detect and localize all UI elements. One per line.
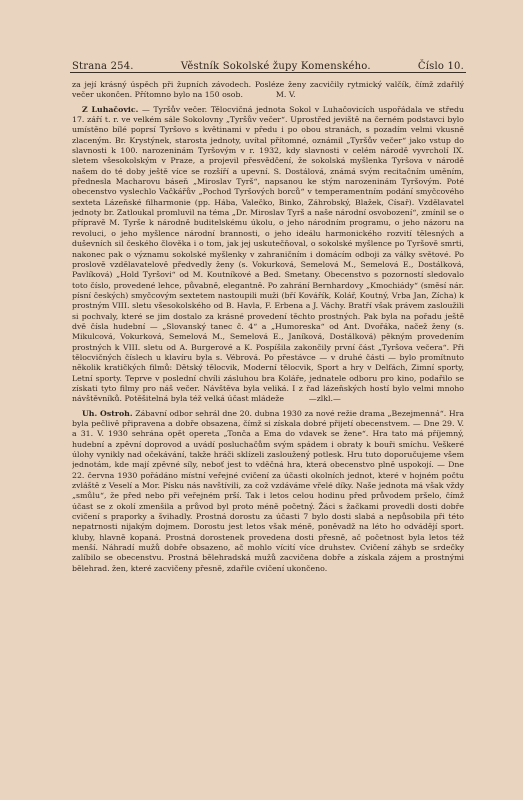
luhacovice-text: — Tyršův večer. Tělocvičná jednota Sokol v Luhačovicích uspořádala ve středu 17. září t. r. ve velkém sále Sokolovny „Tyršův večer“. Uprostřed jeviště na černém podstavci bylo umístěno bílé poprsí Tyršovo s květinami v předu i po obou stranách, s pozadím velmi vkusně zlaceným. Br. Krystýnek, starosta jednoty, uvítal přítomné, oznámil „Tyršův večer“ jako vstup do slavnosti k 100. narozeninám Tyršovým v r. 1932, kdy slavnosti v celém národě vyvrcholí IX. sletem všesokolským v Praze, a projevil přesvědčení, že sokolská myšlenka Tyršova v národě našem do té doby ještě více se rozšíří a upevní. S. Dostálová, známá svým recitačním uměním, přednesla Macharovu báseň „Miroslav Tyrš“, napsanou ke stým narozeninám Tyršovým. Poté obecenstvo vyslechlo Vačkářův „Pochod Tyršových borců“ v temperamentním podání smyčcového sexteta Lázeňské filharmonie (pp. Hába, Valečko, Binko, Záhrobský, Blažek, Císař). Vzdělavatel jednoty br. Zatloukal promluvil na téma „Dr. Miroslav Tyrš a naše národní osvobození“, zmínil se o přípravě M. Tyrše k národně buditelskému úkolu, o jeho národním programu, o jeho názoru na revoluci, o jeho myšlence národní brannosti, o jeho ideálu harmonického rozvití tělesných a duševních sil českého člověka i o tom, jak jej uskutečňoval, o sokolské myšlence po Tyršově smrti, nakonec pak o významu sokolské myšlenky v zahraničním i domácím odboji za války světové. Po proslově vzdělavatelově předvedly ženy (s. Vokurková, Semelová M., Semelová E., Dostálková, Pavlíková) „Hold Tyršovi“ od M. Koutníkové a Bed. Smetany. Obecenstvo s pozorností sledovalo toto číslo, provedené lehce, půvabně, elegantně. Po zahrání Bernhardovy „Kmochiády“ (směsí nár. písní českých) smyčcovým sextetem nastoupili muži (bří Kovářík, Kolář, Koutný, Vrba Jan, Zícha) k prostným VIII. sletu všesokolského od B. Havla, F. Erbena a J. Váchy. Bratří však právem zasloužili si pochvaly, které se jim dostalo za krásné provedení těchto prostných. Pak byla na pořadu ještě dvě čísla hudební — „Slovanský tanec č. 4“ a „Humoreska“ od Ant. Dvořáka, načež ženy (s. Mikulcová, Vokurková, Semelová M., Semelová E., Janíková, Dostálková) pěkným provedením prostných k VIII. sletu od A. Burgerové a K. Pospíšila zakončily první část „Tyršova večera“. Při tělocvičných číslech u klavíru byla s. Vébrová. Po přestávce — v druhé části — bylo promítnuto několik kratičkých filmů: Dětský tělocvik, Moderní tělocvik, Sport a hry v Delfách, Zimní sporty, Letní sporty. Teprve v poslední chvíli zásluhou bra Koláře, jednatele odboru pro kino, podařilo se získati tyto filmy pro náš večer. Návštěva byla veliká. I z řad lázeňských hostí bylo velmi mnoho návštěvníků. Potěšitelná byla též velká účast mládeže — [72, 104, 464, 404]
header-divider — [70, 72, 466, 73]
intro-signature: M. V. — [275, 90, 296, 100]
journal-title: Věstník Sokolské župy Komenského. — [180, 61, 371, 72]
intro-text: za její krásný úspěch při župních závodech. Posléze ženy zacvičily rytmický valčík, čímž zdařilý večer ukončen. Přítomno bylo na 150 osob. — [72, 80, 464, 100]
ostroh-heading: Uh. Ostroh. — [82, 408, 133, 418]
ostroh-paragraph — [72, 409, 464, 575]
intro-paragraph — [72, 80, 464, 101]
luhacovice-signature: —zlkl.— — [308, 394, 341, 404]
running-header — [72, 56, 464, 72]
luhacovice-paragraph — [72, 105, 464, 405]
article-body — [72, 80, 464, 780]
ostroh-text: Zábavní odbor sehrál dne 20. dubna 1930 za nové režie drama „Bezejmenná“. Hra byla pečlivě připravena a dobře obsazena, čímž si získala dobré přijetí obecenstvem. — Dne 29. V. a 31. V. 1930 sehrána opět opereta „Tonča a Ema do vdavek se žene“. Hra tato má příjemný, hudební a zpěvní doprovod a uvádí posluchačům svým spádem i obraty k bouři smíchu. Veškeré úlohy vynikly nad očekávání, takže hráči sklízeli zasloužený potlesk. Hru tuto doporučujeme všem jednotám, kde mají zpěvné síly, neboť jest to vděčná hra, která obecenstvo plně uspokojí. — Dne 22. června 1930 pořádáno místní veřejné cvičení za účasti okolních jednot, které v hojném počtu zvláště z Veselí a Mor. Písku nás navštívili, za což vzdáváme vřelé díky. Naše jednota má však vždy „smůlu“, že před nebo při veřejném prší. Tak i letos celou hodinu před průvodem pršelo, čímž účast se z okolí zmenšila a průvod byl proto méně početný. Žáci s žačkami provedli dosti dobře cvičení s praporky a švihadly. Prostná dorostu za účasti 7 bylo dosti slabá a nepůsobila při této nepatrnosti nijakým dojmem. Dorostu jest letos však méně, poněvadž na léto ho odvádějí sport. kluby, hlavně kopaná. Prostná dorostenek provedena dosti přesně, ač početnost byla letos též menší. Náhradí mužů dobře obsazeno, ač mohlo vícití více druhstev. Cvičení záhyb se srdečky zalíbilo se obecenstvu. Prostná bělehradská mužů zacvičena dobře a získala zájem a prostnými bělehrad. žen, které zacvičeny přesně, zdařile cvičení ukončeno. — [72, 408, 464, 573]
page-number: Strana 254. — [72, 61, 134, 72]
luhacovice-heading: Z Luhačovic. — [82, 104, 139, 114]
issue-number: Číslo 10. — [417, 61, 464, 72]
